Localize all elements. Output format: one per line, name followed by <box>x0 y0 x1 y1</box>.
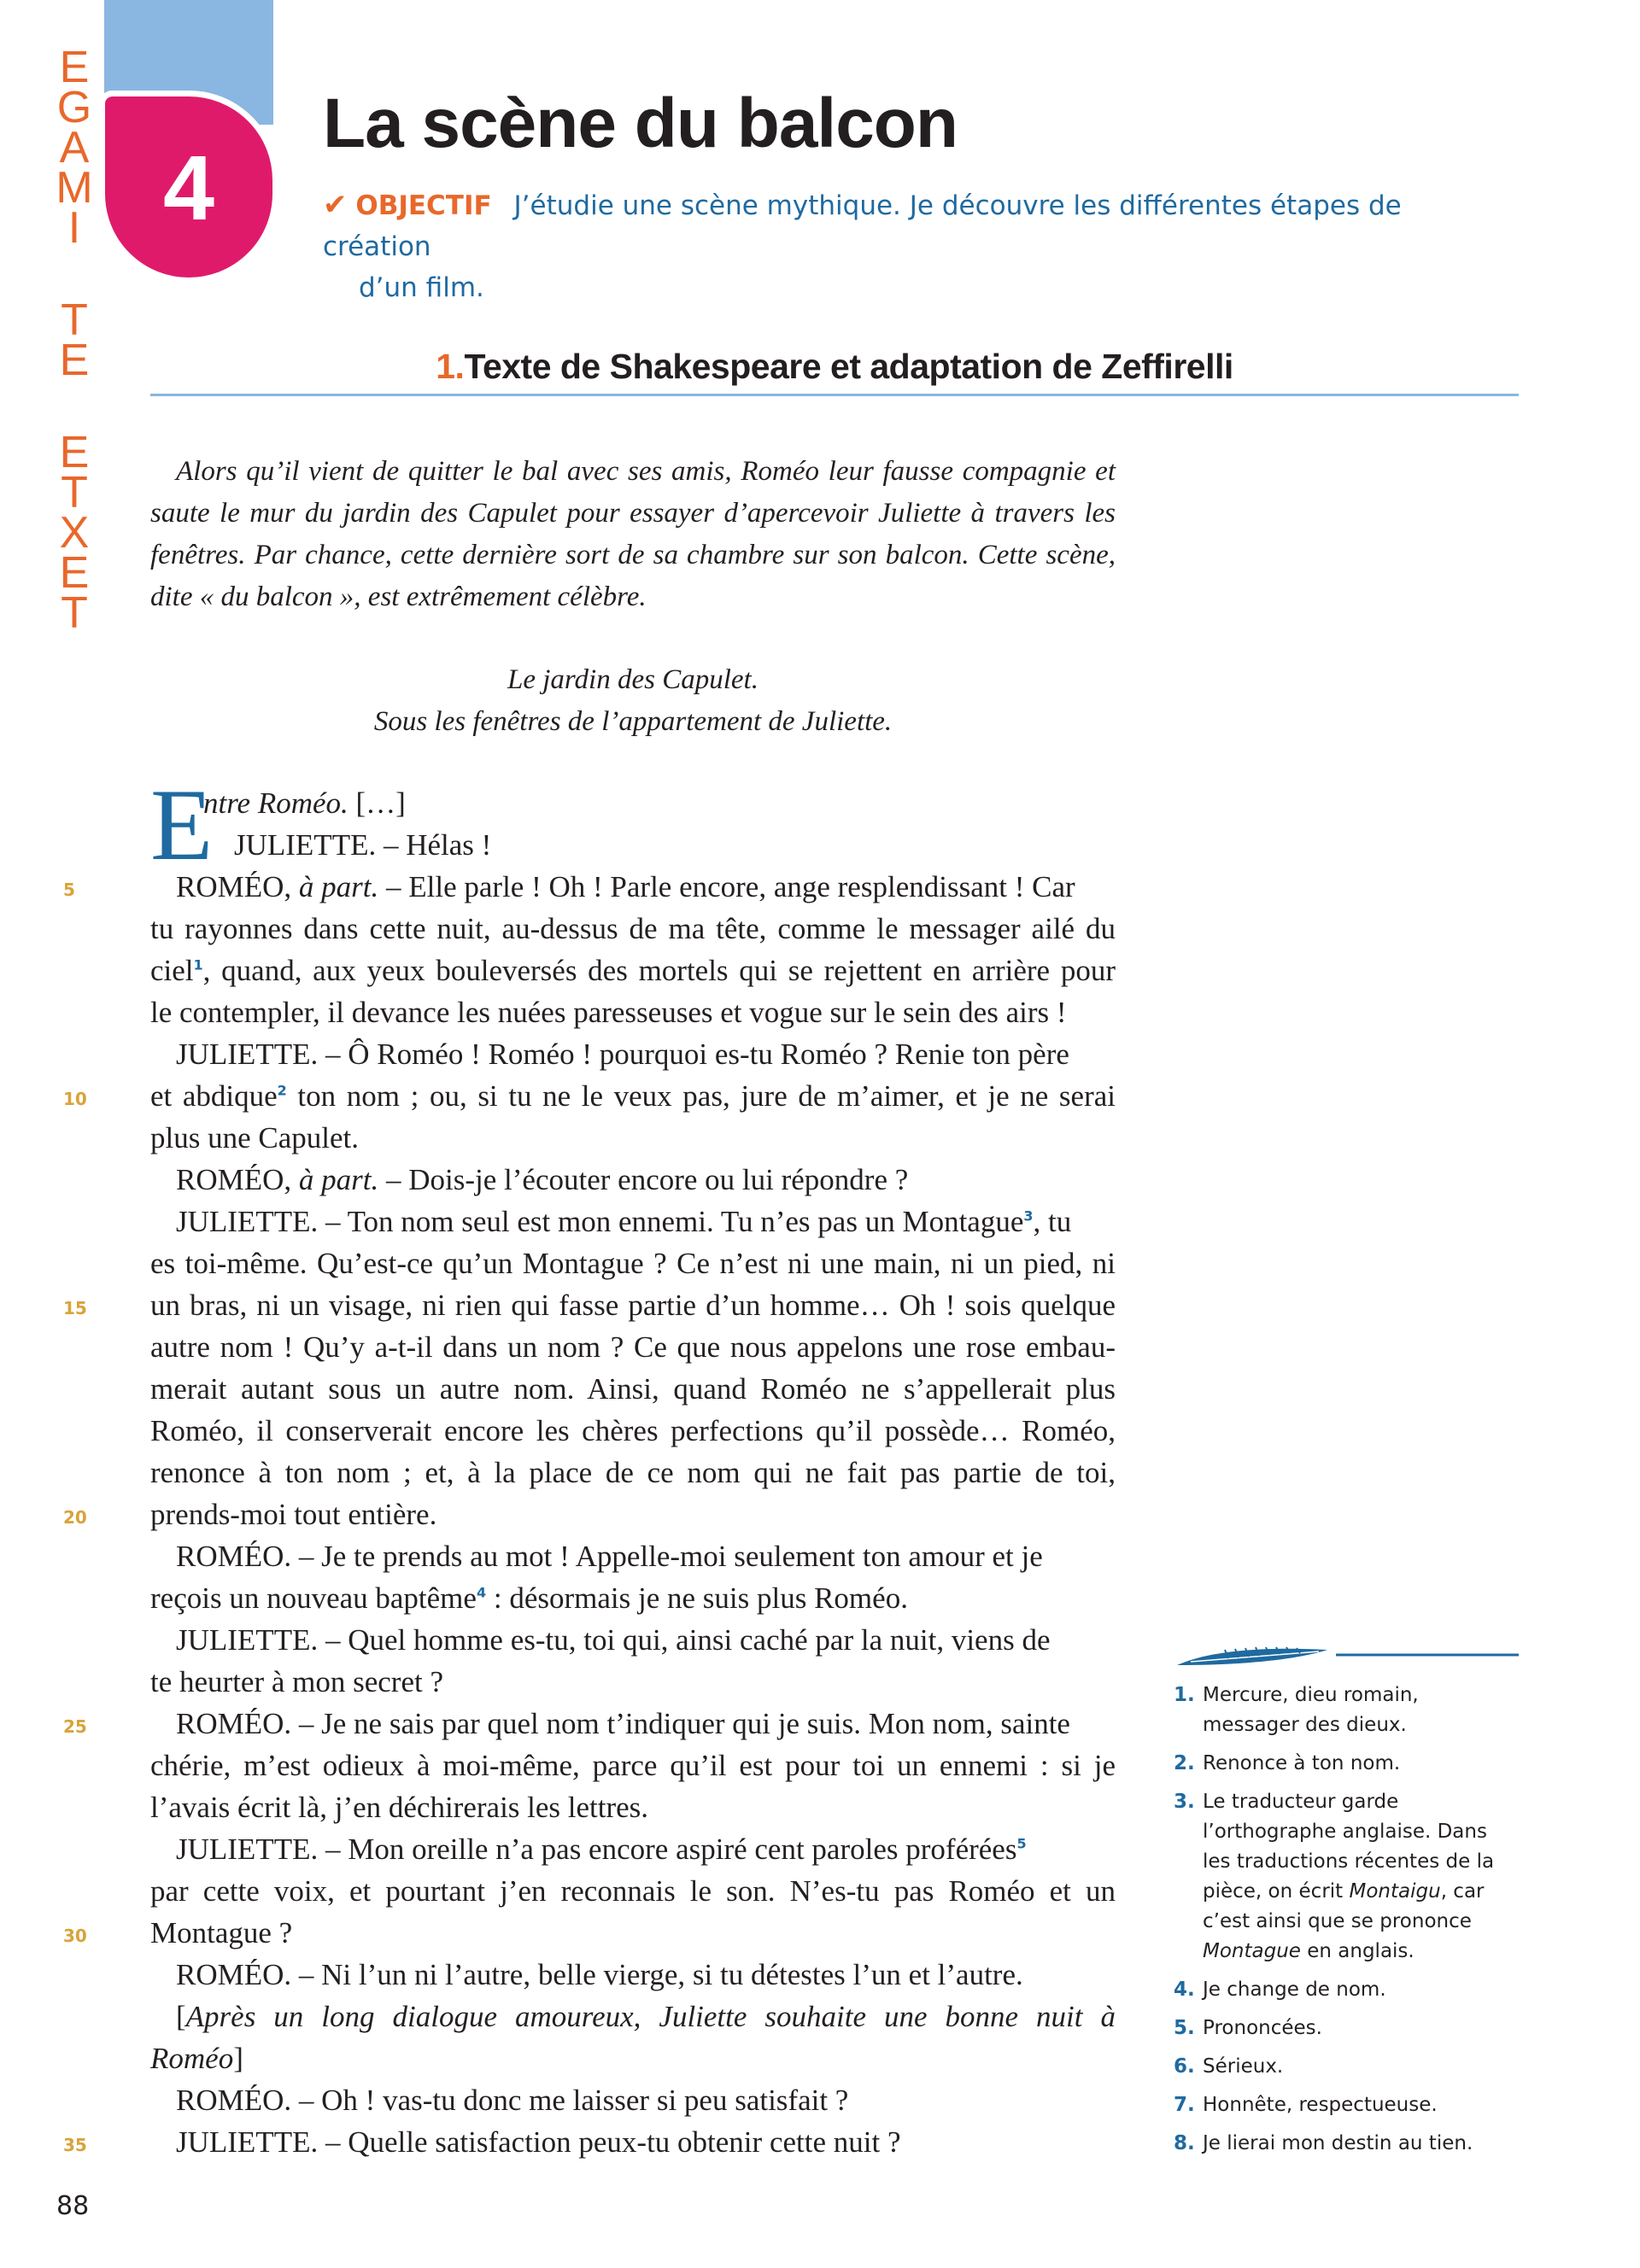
footnote-number: 6. <box>1174 2055 1195 2078</box>
play-text-span: JULIETTE. – Ton nom seul est mon ennemi. Tu n’es pas un Montague <box>176 1205 1024 1238</box>
objective-label: OBJECTIF <box>355 190 492 221</box>
play-text-span: , tu <box>1033 1205 1072 1238</box>
chapter-number: 4 <box>162 135 215 239</box>
footnote-text: , car c’est ainsi que se prononce <box>1203 1880 1485 1932</box>
page-number: 88 <box>56 2191 90 2221</box>
play-line: ROMÉO. – Je te prends au mot ! Appelle-moi seulement ton amour et je <box>176 1540 1043 1573</box>
footnote-item <box>1174 1787 1519 1967</box>
play-line <box>63 2121 1116 2163</box>
footnote-text: Prononcées. <box>1203 2017 1322 2039</box>
side-letter: T <box>61 468 88 517</box>
footnote-number: 8. <box>1174 2132 1195 2154</box>
play-line <box>150 1201 1116 1242</box>
play-line <box>63 1284 1116 1326</box>
play-line <box>63 1493 1116 1535</box>
checkmark-icon: ✔ <box>323 188 348 222</box>
stage-direction: à part. <box>298 870 379 903</box>
play-line: te heurter à mon secret ? <box>150 1665 444 1698</box>
footnote-item <box>1174 2090 1519 2120</box>
play-text-span: un bras, ni un visage, ni rien qui fasse partie d’un homme… Oh ! sois quelque <box>150 1289 1116 1322</box>
footnote-item <box>1174 2129 1519 2159</box>
play-line: autre nom ! Qu’y a-t-il dans un nom ? Ce que nous appelons une rose embau- <box>150 1330 1116 1364</box>
intro-text: Alors qu’il vient de quitter le bal avec ses amis, Roméo leur fausse compagnie et saute le mur du jardin des Capulet pour essayer d’apercevoir Juliette à travers les fenêtres. Par chance, cette dernière sort de sa chambre sur son balcon. Cette scène, dite « du balcon », est extrêmement célèbre. <box>150 456 1116 612</box>
play-line <box>150 2037 1116 2079</box>
play-text-span: ROMÉO. – Je ne sais par quel nom t’indiquer qui je suis. Mon nom, sainte <box>176 1707 1070 1740</box>
play-line: ROMÉO. – Ni l’un ni l’autre, belle vierge, si tu détestes l’un et l’autre. <box>176 1958 1023 1991</box>
footnote-number: 4. <box>1174 1979 1195 2001</box>
side-label-texte-et-image <box>51 43 97 748</box>
line-number: 30 <box>63 1926 87 1946</box>
objective-line-1 <box>323 184 1502 267</box>
footnote-italic: Montaigu <box>1349 1880 1441 1903</box>
footnote-ref[interactable]: 4 <box>476 1584 487 1601</box>
footnote-number: 7. <box>1174 2094 1195 2116</box>
play-text-span: ton nom ; ou, si tu ne le veux pas, jure de m’aimer, et je ne serai <box>286 1079 1116 1113</box>
play-line <box>63 1912 1116 1954</box>
side-letter: E <box>59 336 90 385</box>
play-line: JULIETTE. – Quel homme es-tu, toi qui, ainsi caché par la nuit, viens de <box>176 1623 1051 1657</box>
play-line: l’avais écrit là, j’en déchirerais les lettres. <box>150 1791 649 1824</box>
footnote-number: 1. <box>1174 1684 1195 1706</box>
play-text-span: ROMÉO, <box>176 1163 299 1196</box>
stage-direction: Après un long dialogue amoureux, Juliette souhaite une bonne nuit à <box>185 2000 1116 2033</box>
play-line: le contempler, il devance les nuées paresseuses et vogue sur le sein des airs ! <box>150 996 1067 1029</box>
line-number: 20 <box>63 1507 87 1528</box>
play-line: merait autant sous un autre nom. Ainsi, quand Roméo ne s’appellerait plus <box>150 1372 1116 1406</box>
play-text-span: et abdique <box>150 1079 278 1113</box>
section-title-text: Texte de Shakespeare et adaptation de Zeffirelli <box>464 347 1233 386</box>
objective-text-2: d’un film. <box>359 272 484 303</box>
play-line <box>150 1577 1116 1619</box>
footnote-number: 5. <box>1174 2017 1195 2039</box>
footnote-number: 3. <box>1174 1791 1195 1813</box>
footnote-text: Honnête, respectueuse. <box>1203 2094 1438 2116</box>
play-line <box>63 1075 1116 1117</box>
section-heading <box>150 347 1519 387</box>
setting-line-2: Sous les fenêtres de l’appartement de Juliette. <box>373 706 893 737</box>
play-line: JULIETTE. – Hélas ! <box>234 828 492 862</box>
footnote-item <box>1174 1975 1519 2005</box>
play-line: renonce à ton nom ; et, à la place de ce nom qui ne fait pas partie de toi, <box>150 1456 1116 1489</box>
footnote-italic: Montague <box>1203 1940 1301 1962</box>
footnote-ref[interactable]: 3 <box>1023 1207 1034 1225</box>
play-line: tu rayonnes dans cette nuit, au-dessus de ma tête, comme le messager ailé du <box>150 912 1116 945</box>
play-text-span: Montague ? <box>150 1916 293 1949</box>
footnote-text: Je change de nom. <box>1203 1979 1386 2001</box>
footnote-item <box>1174 1749 1519 1779</box>
play-line: JULIETTE. – Ô Roméo ! Roméo ! pourquoi es-tu Roméo ? Renie ton père <box>176 1038 1069 1071</box>
play-line <box>150 1996 1116 2037</box>
play-text-span: JULIETTE. – Quelle satisfaction peux-tu obtenir cette nuit ? <box>176 2125 901 2159</box>
stage-direction: Roméo <box>150 2042 234 2075</box>
play-line: ROMÉO. – Oh ! vas-tu donc me laisser si peu satisfait ? <box>176 2084 849 2117</box>
play-line: es toi-même. Qu’est-ce qu’un Montague ? Ce n’est ni une main, ni un pied, ni <box>150 1247 1116 1280</box>
play-line <box>150 1828 1116 1870</box>
side-letter: A <box>59 123 90 172</box>
footnote-number: 2. <box>1174 1752 1195 1774</box>
drop-cap: E <box>150 768 214 881</box>
stage-direction: ntre Roméo. <box>203 786 348 820</box>
footnote-text: Sérieux. <box>1203 2055 1284 2078</box>
play-text <box>63 768 1116 2163</box>
play-line: plus une Capulet. <box>150 1121 359 1154</box>
footnote-item <box>1174 2052 1519 2082</box>
line-number: 25 <box>63 1716 87 1737</box>
play-text-span: […] <box>348 786 406 820</box>
objective-text-1: J’étudie une scène mythique. Je découvre les différentes étapes de création <box>323 190 1402 262</box>
side-letter: G <box>56 83 92 132</box>
side-letter: T <box>61 295 88 345</box>
side-letter: E <box>59 548 90 598</box>
intro-paragraph <box>150 451 1116 618</box>
play-text-span: – Elle parle ! Oh ! Parle encore, ange resplendissant ! Car <box>378 870 1075 903</box>
footnote-ref[interactable]: 5 <box>1016 1835 1027 1852</box>
section-number: 1. <box>436 347 465 386</box>
play-text-span: ROMÉO, <box>176 870 299 903</box>
footnote-text: Renonce à ton nom. <box>1203 1752 1401 1774</box>
chapter-badge <box>99 91 278 284</box>
play-text-span: ciel <box>150 954 194 987</box>
footnote-text: en anglais. <box>1300 1940 1414 1962</box>
side-letter: I <box>67 203 81 253</box>
play-text-span: : désormais je ne suis plus Roméo. <box>486 1581 908 1615</box>
quill-icon <box>1174 1640 1519 1670</box>
play-line <box>150 1159 1116 1201</box>
line-number: 35 <box>63 2135 87 2155</box>
footnote-ref[interactable]: 2 <box>277 1082 287 1099</box>
line-number: 15 <box>63 1298 87 1318</box>
play-line: Roméo, il conserverait encore les chères perfections qu’il possède… Roméo, <box>150 1414 1116 1447</box>
line-number: 5 <box>63 880 75 900</box>
line-number: 10 <box>63 1089 87 1109</box>
stage-direction: à part. <box>298 1163 379 1196</box>
footnotes-list <box>1174 1681 1519 2167</box>
side-letter: M <box>56 163 93 213</box>
side-letter: X <box>59 508 90 558</box>
stage-setting <box>150 659 1116 743</box>
play-line <box>63 866 1116 908</box>
page-title: La scène du balcon <box>323 85 958 162</box>
footnote-item <box>1174 1681 1519 1740</box>
play-line: par cette voix, et pourtant j’en reconnais le son. N’es-tu pas Roméo et un <box>150 1874 1116 1908</box>
footnote-text: Mercure, dieu romain, messager des dieux. <box>1203 1684 1419 1736</box>
footnote-text: Je lierai mon destin au tien. <box>1203 2132 1473 2154</box>
play-text-span: – Dois-je l’écouter encore ou lui répondre ? <box>378 1163 909 1196</box>
play-line <box>63 1703 1116 1745</box>
play-text-span: JULIETTE. – Mon oreille n’a pas encore aspiré cent paroles proférées <box>176 1833 1017 1866</box>
side-letter: E <box>59 43 90 92</box>
play-line: chérie, m’est odieux à moi-même, parce qu’il est pour toi un ennemi : si je <box>150 1749 1116 1782</box>
footnote-ref[interactable]: 1 <box>193 956 203 973</box>
setting-line-1: Le jardin des Capulet. <box>507 664 758 695</box>
footnote-text: Le traducteur garde l’orthographe anglaise. Dans les traductions récentes de la pièce, on écrit <box>1203 1791 1495 1903</box>
footnote-item <box>1174 2014 1519 2043</box>
play-text-span: reçois un nouveau baptême <box>150 1581 477 1615</box>
play-line <box>150 950 1116 991</box>
play-text-span: ] <box>233 2042 243 2075</box>
side-letter: T <box>61 588 88 638</box>
section-divider <box>150 394 1519 396</box>
play-text-span: [ <box>176 2000 186 2033</box>
objective-block <box>323 184 1502 308</box>
play-text-span: prends-moi tout entière. <box>150 1498 437 1531</box>
side-letter: E <box>59 428 90 477</box>
play-text-span: , quand, aux yeux bouleversés des mortels qui se rejettent en arrière pour <box>202 954 1116 987</box>
